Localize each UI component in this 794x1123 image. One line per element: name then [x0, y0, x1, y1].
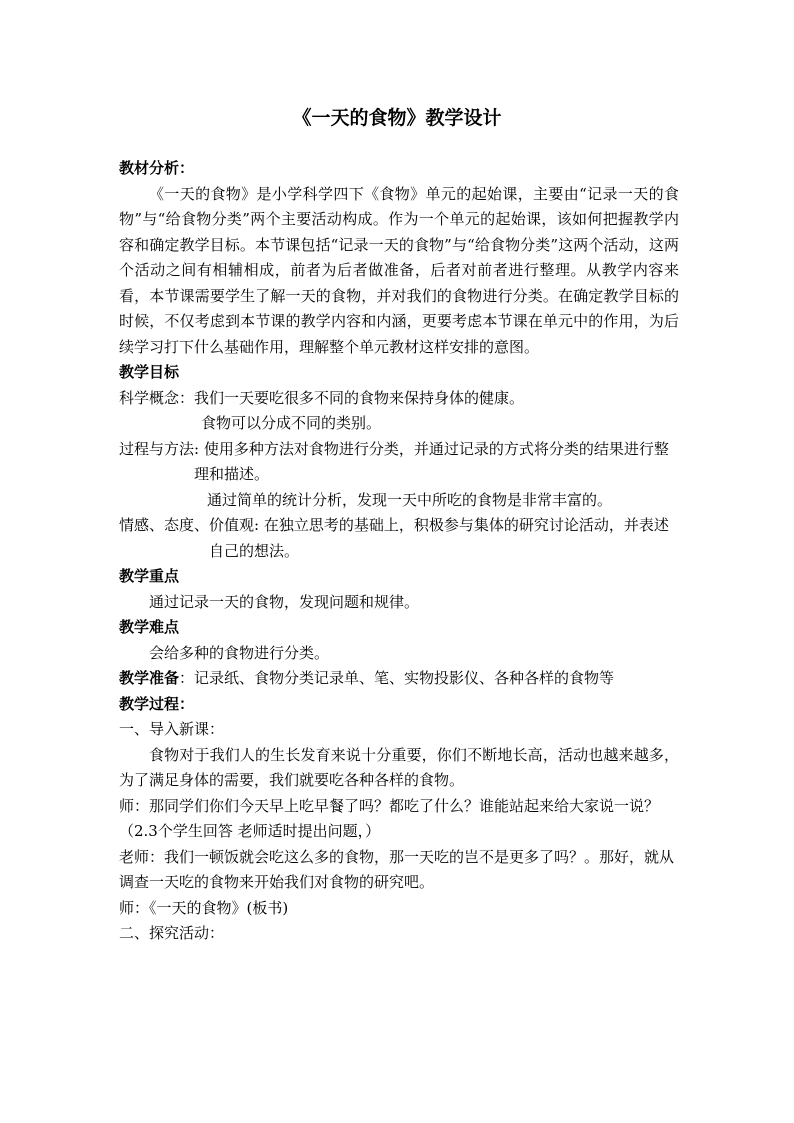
prep-text: ：记录纸、食物分类记录单、笔、实物投影仪、各种各样的食物等	[179, 669, 615, 687]
goal-attitude: 情感、态度、价值观: 在独立思考的基础上，积极参与集体的研究讨论活动，并表述自己的想法。	[119, 516, 669, 560]
difficulty-heading: 教学难点	[119, 618, 180, 636]
keypoint-heading: 教学重点	[119, 567, 180, 585]
goal-method: 过程与方法: 使用多种方法对食物进行分类，并通过记录的方式将分类的结果进行整理和描述。	[119, 439, 669, 483]
section-explore-heading: 二、探究活动：	[119, 924, 225, 942]
prep-line	[119, 666, 679, 692]
prep-heading: 教学准备	[119, 669, 180, 687]
teacher-question: 师：那同学们你们今天早上吃早餐了吗？都吃了什么？谁能站起来给大家说一说？	[119, 796, 660, 815]
analysis-paragraph: 《一天的食物》是小学科学四下《食物》单元的起始课，主要由“记录一天的食物”与“给食物分类”两个主要活动构成。作为一个单元的起始课，该如何把握教学内容和确定教学目标。本节课包括“记录一天的食物”与“给食物分类”这两个活动，这两个活动之间有相辅相成，前者为后者做准备，后者对前者进行整理。从教学内容来看，本节课需要学生了解一天的食物，并对我们的食物进行分类。在确定教学目标的时候，不仅考虑到本节课的教学内容和内涵，更要考虑本节课在单元中的作用，为后续学习打下什么基础作用，理解整个单元教材这样安排的意图。	[119, 184, 679, 356]
intro-paragraph: 食物对于我们人的生长发育来说十分重要，你们不断地长高，活动也越来越多，为了满足身体的需要，我们就要吃各种各样的食物。	[119, 745, 679, 789]
section-intro-heading: 一、导入新课：	[119, 720, 225, 738]
student-answer-note: （2.3个学生回答 老师适时提出问题，）	[119, 822, 381, 840]
analysis-heading: 教材分析：	[119, 159, 195, 177]
goal-method-2: 通过简单的统计分析，发现一天中所吃的食物是非常丰富的。	[207, 490, 613, 509]
difficulty-text: 会给多种的食物进行分类。	[149, 643, 330, 662]
process-heading: 教学过程：	[119, 694, 195, 713]
document-title: 《一天的食物》教学设计	[292, 107, 502, 129]
keypoint-text: 通过记录一天的食物，发现问题和规律。	[149, 592, 420, 611]
goals-heading: 教学目标	[119, 363, 180, 381]
goal-concept: 科学概念：我们一天要吃很多不同的食物来保持身体的健康。	[119, 388, 525, 407]
goal-concept-2: 食物可以分成不同的类别。	[201, 414, 382, 432]
document-body	[119, 156, 679, 947]
board-title: 师：《一天的食物》(板书)	[119, 898, 289, 917]
teacher-statement: 老师：我们一顿饭就会吃这么多的食物，那一天吃的岂不是更多了吗？。那好，就从调查一天吃的食物来开始我们对食物的研究吧。	[119, 847, 675, 891]
